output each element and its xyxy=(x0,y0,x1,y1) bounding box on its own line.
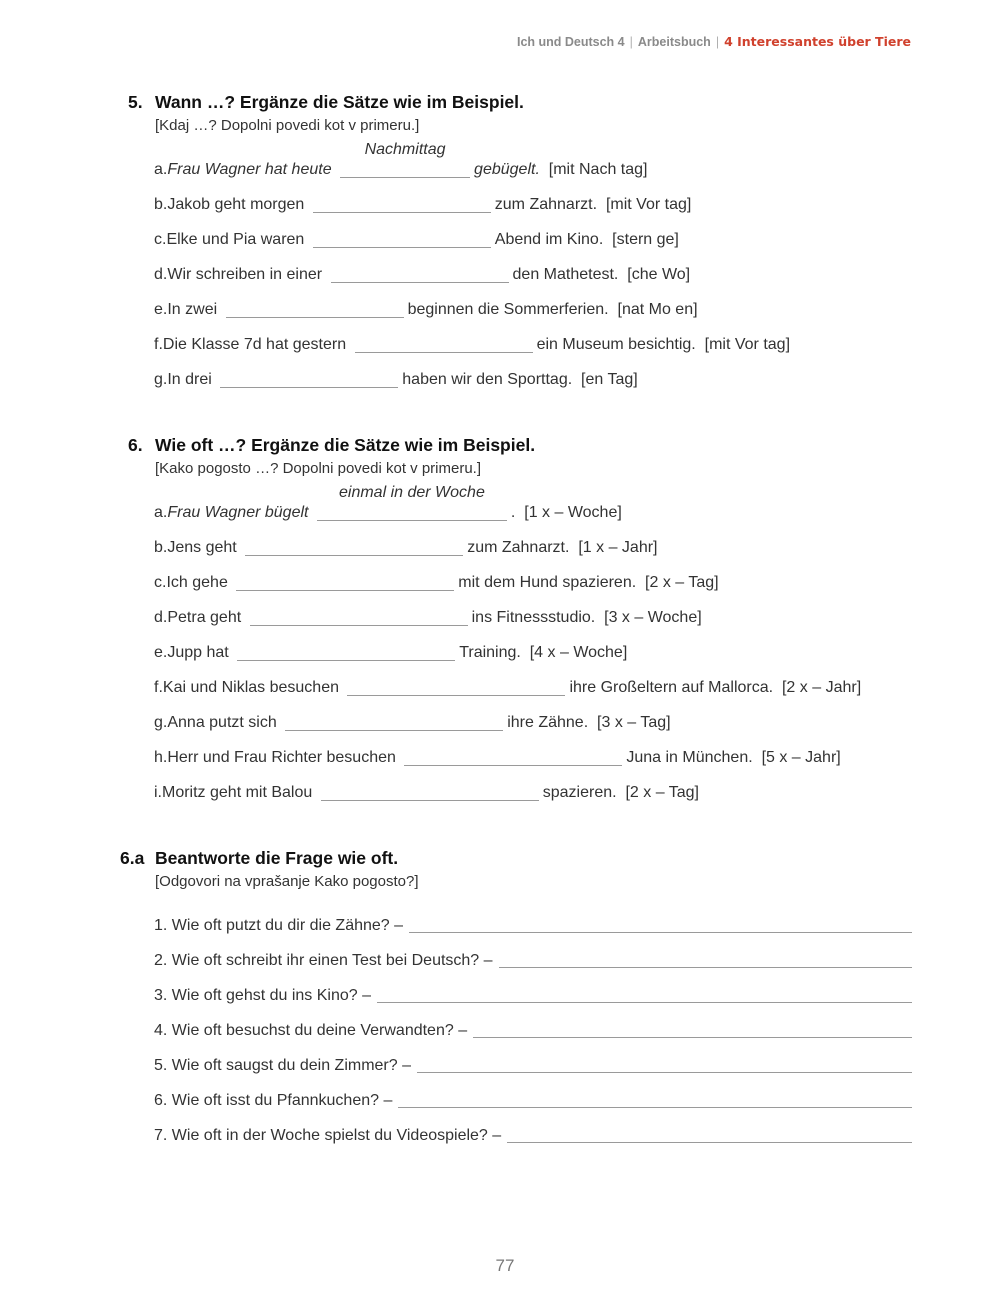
answer-blank[interactable] xyxy=(226,295,404,318)
exercise-heading: Wann …? Ergänze die Sätze wie im Beispiel. xyxy=(155,92,524,112)
item-hint: [5 x – Jahr] xyxy=(761,749,841,766)
exercise-number: 5. xyxy=(128,92,143,112)
question-item xyxy=(154,1118,912,1153)
item-text-before: In drei xyxy=(167,371,212,388)
item-text-before: Moritz geht mit Balou xyxy=(162,784,313,801)
item-text-before: Herr und Frau Richter besuchen xyxy=(167,749,396,766)
exercise-item xyxy=(154,705,920,740)
item-hint: [2 x – Jahr] xyxy=(781,679,862,696)
exercise-item xyxy=(154,775,920,810)
answer-line[interactable] xyxy=(417,1048,912,1073)
item-hint: [che Wo] xyxy=(627,266,691,283)
exercise-item xyxy=(154,327,920,362)
item-letter: e. xyxy=(154,301,168,318)
exercise-item xyxy=(154,565,920,600)
question-text: 6. Wie oft isst du Pfannkuchen? – xyxy=(154,1092,393,1109)
item-text-after: mit dem Hund spazieren. xyxy=(458,574,637,591)
item-text-before: Die Klasse 7d hat gestern xyxy=(162,336,347,353)
item-letter: e. xyxy=(154,644,168,661)
item-text-after: ein Museum besichtig. xyxy=(536,336,696,353)
answer-blank[interactable] xyxy=(237,638,455,661)
item-hint: [1 x – Jahr] xyxy=(578,539,658,556)
item-text-after: spazieren. xyxy=(542,784,617,801)
header-separator: | xyxy=(715,35,720,49)
item-text-after: ihre Großeltern auf Mallorca. xyxy=(569,679,774,696)
item-text-after: ihre Zähne. xyxy=(507,714,589,731)
exercise-5-title xyxy=(120,92,920,113)
exercise-6-items xyxy=(154,484,920,810)
item-text-after: Juna in München. xyxy=(626,749,753,766)
item-text-before: Petra geht xyxy=(167,609,242,626)
question-item xyxy=(154,943,912,978)
exercise-heading: Wie oft …? Ergänze die Sätze wie im Beispiel. xyxy=(155,435,536,455)
exercise-6a-translation: [Odgovori na vprašanje Kako pogosto?] xyxy=(155,873,419,890)
item-letter: g. xyxy=(154,371,168,388)
exercise-item xyxy=(154,141,920,187)
item-hint: [en Tag] xyxy=(581,371,638,388)
question-text: 4. Wie oft besuchst du deine Verwandten? – xyxy=(154,1022,468,1039)
book-type: Arbeitsbuch xyxy=(637,35,711,49)
exercise-item xyxy=(154,740,920,775)
exercise-item xyxy=(154,600,920,635)
answer-blank[interactable] xyxy=(236,568,454,591)
item-text-before: Jupp hat xyxy=(167,644,229,661)
answer-blank[interactable] xyxy=(347,673,565,696)
example-answer: einmal in der Woche xyxy=(339,484,485,501)
exercise-item xyxy=(154,292,920,327)
item-letter: c. xyxy=(154,574,167,591)
exercise-number: 6. xyxy=(128,435,143,455)
exercise-heading: Beantworte die Frage wie oft. xyxy=(155,848,399,868)
exercise-item xyxy=(154,635,920,670)
item-text-before: Jakob geht morgen xyxy=(167,196,305,213)
item-text-after: haben wir den Sporttag. xyxy=(402,371,573,388)
exercise-item xyxy=(154,362,920,397)
question-item xyxy=(154,1013,912,1048)
item-letter: h. xyxy=(154,749,168,766)
item-letter: b. xyxy=(154,196,168,213)
exercise-6a-title xyxy=(120,848,912,869)
item-letter: b. xyxy=(154,539,168,556)
question-item xyxy=(154,908,912,943)
item-text-before: Wir schreiben in einer xyxy=(167,266,323,283)
item-letter: f. xyxy=(154,336,163,353)
item-text-after: . xyxy=(510,504,516,521)
page-number: 77 xyxy=(495,1256,515,1275)
item-hint: [mit Vor tag] xyxy=(704,336,791,353)
question-text: 3. Wie oft gehst du ins Kino? – xyxy=(154,987,372,1004)
answer-blank[interactable] xyxy=(340,141,470,178)
item-letter: a. xyxy=(154,504,168,521)
item-letter: i. xyxy=(154,784,162,801)
answer-line[interactable] xyxy=(507,1118,912,1143)
item-text-before: Kai und Niklas besuchen xyxy=(162,679,339,696)
running-header xyxy=(517,34,911,49)
item-hint: [stern ge] xyxy=(612,231,679,248)
answer-blank[interactable] xyxy=(220,365,398,388)
exercise-item xyxy=(154,257,920,292)
item-text-before: In zwei xyxy=(167,301,218,318)
book-title: Ich und Deutsch 4 xyxy=(516,35,625,49)
item-hint: [mit Nach tag] xyxy=(548,161,648,178)
exercise-6-title xyxy=(120,435,920,456)
answer-blank[interactable] xyxy=(313,225,491,248)
item-letter: a. xyxy=(154,161,168,178)
answer-blank[interactable] xyxy=(250,603,468,626)
item-hint: [3 x – Woche] xyxy=(604,609,702,626)
answer-line[interactable] xyxy=(377,978,912,1003)
answer-blank[interactable] xyxy=(313,190,491,213)
exercise-item xyxy=(154,187,920,222)
exercise-item xyxy=(154,222,920,257)
example-answer: Nachmittag xyxy=(364,141,446,158)
item-text-after: Training. xyxy=(459,644,521,661)
answer-line[interactable] xyxy=(398,1083,912,1108)
question-item xyxy=(154,978,912,1013)
answer-blank[interactable] xyxy=(404,743,622,766)
answer-blank[interactable] xyxy=(331,260,509,283)
item-hint: [nat Mo en] xyxy=(617,301,698,318)
item-letter: f. xyxy=(154,679,163,696)
item-hint: [3 x – Tag] xyxy=(597,714,671,731)
question-text: 1. Wie oft putzt du dir die Zähne? – xyxy=(154,917,404,934)
item-hint: [2 x – Tag] xyxy=(645,574,719,591)
item-hint: [4 x – Woche] xyxy=(529,644,628,661)
item-text-before: Ich gehe xyxy=(166,574,228,591)
exercise-5-items xyxy=(154,141,920,397)
chapter-title: 4 Interessantes über Tiere xyxy=(724,34,911,49)
answer-blank[interactable] xyxy=(317,484,507,521)
answer-line[interactable] xyxy=(499,943,912,968)
item-text-after: beginnen die Sommerferien. xyxy=(407,301,609,318)
exercise-item xyxy=(154,530,920,565)
item-text-before: Frau Wagner hat heute xyxy=(167,161,332,178)
answer-blank[interactable] xyxy=(355,330,533,353)
header-separator: | xyxy=(629,35,633,49)
item-letter: d. xyxy=(154,609,168,626)
answer-blank[interactable] xyxy=(285,708,503,731)
question-text: 7. Wie oft in der Woche spielst du Videospiele? – xyxy=(154,1127,502,1144)
item-hint: [2 x – Tag] xyxy=(625,784,699,801)
exercise-item xyxy=(154,484,920,530)
answer-line[interactable] xyxy=(473,1013,912,1038)
answer-blank[interactable] xyxy=(321,778,539,801)
item-letter: c. xyxy=(154,231,167,248)
item-letter: d. xyxy=(154,266,168,283)
exercise-6-translation: [Kako pogosto …? Dopolni povedi kot v primeru.] xyxy=(155,460,482,477)
exercise-5-translation: [Kdaj …? Dopolni povedi kot v primeru.] xyxy=(155,117,420,134)
exercise-6a-questions xyxy=(154,908,912,1153)
item-text-before: Anna putzt sich xyxy=(167,714,277,731)
question-item xyxy=(154,1083,912,1118)
item-hint: [mit Vor tag] xyxy=(605,196,692,213)
item-text-before: Frau Wagner bügelt xyxy=(167,504,309,521)
item-text-after: gebügelt. xyxy=(474,161,540,178)
exercise-6 xyxy=(120,435,920,810)
item-text-after: den Mathetest. xyxy=(512,266,619,283)
question-item xyxy=(154,1048,912,1083)
item-text-after: ins Fitnessstudio. xyxy=(471,609,596,626)
exercise-number: 6.a xyxy=(120,848,145,868)
item-hint: [1 x – Woche] xyxy=(524,504,622,521)
item-text-before: Jens geht xyxy=(167,539,237,556)
item-text-before: Elke und Pia waren xyxy=(166,231,305,248)
exercise-item xyxy=(154,670,920,705)
question-text: 2. Wie oft schreibt ihr einen Test bei Deutsch? – xyxy=(154,952,493,969)
item-text-after: Abend im Kino. xyxy=(494,231,604,248)
question-text: 5. Wie oft saugst du dein Zimmer? – xyxy=(154,1057,411,1074)
answer-line[interactable] xyxy=(409,908,912,933)
item-letter: g. xyxy=(154,714,168,731)
item-text-after: zum Zahnarzt. xyxy=(467,539,570,556)
answer-blank[interactable] xyxy=(245,533,463,556)
item-text-after: zum Zahnarzt. xyxy=(494,196,598,213)
exercise-6a xyxy=(120,848,912,1153)
exercise-5 xyxy=(120,92,920,397)
